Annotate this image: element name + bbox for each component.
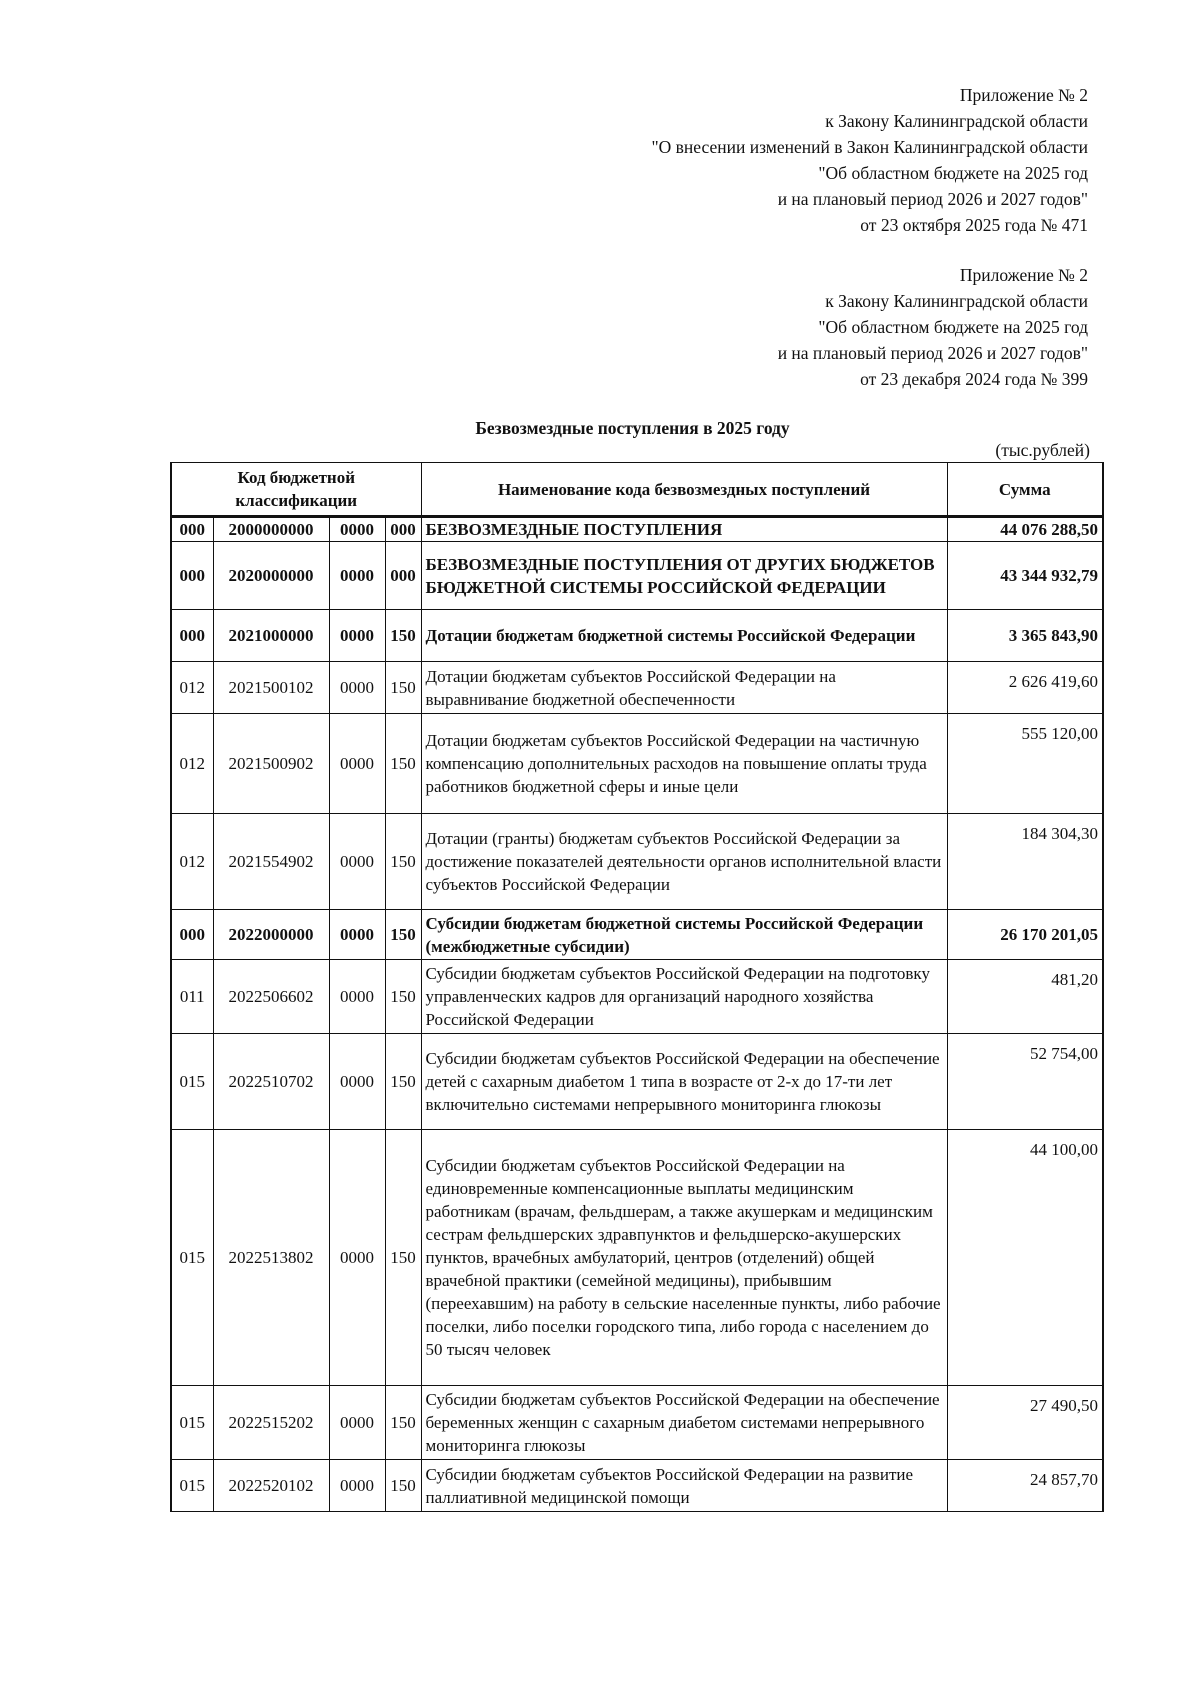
income-name: Субсидии бюджетам субъектов Российской Федерации на обеспечение беременных женщин с сахарным диабетом системами непрерывного мониторинга глюкозы xyxy=(421,1386,947,1460)
code-agency: 012 xyxy=(171,714,213,814)
table-row xyxy=(171,662,1103,714)
code-main: 2022510702 xyxy=(213,1034,329,1130)
header-line: "Об областном бюджете на 2025 год xyxy=(818,163,1088,183)
code-main: 2022520102 xyxy=(213,1460,329,1512)
code-main: 2020000000 xyxy=(213,542,329,610)
code-program: 0000 xyxy=(329,517,385,542)
code-economic: 150 xyxy=(385,662,421,714)
table-row xyxy=(171,1386,1103,1460)
table-row xyxy=(171,542,1103,610)
income-name: Дотации бюджетам бюджетной системы Российской Федерации xyxy=(421,610,947,662)
code-agency: 000 xyxy=(171,517,213,542)
code-main: 2021500102 xyxy=(213,662,329,714)
header-line: "О внесении изменений в Закон Калининградской области xyxy=(651,137,1088,157)
header-code: Код бюджетной классификации xyxy=(171,463,421,517)
table-row xyxy=(171,1460,1103,1512)
code-agency: 015 xyxy=(171,1034,213,1130)
income-sum: 3 365 843,90 xyxy=(947,610,1103,662)
header-line: к Закону Калининградской области xyxy=(825,111,1088,131)
code-economic: 150 xyxy=(385,714,421,814)
code-economic: 150 xyxy=(385,910,421,960)
code-economic: 000 xyxy=(385,517,421,542)
code-agency: 015 xyxy=(171,1386,213,1460)
header-line: Приложение № 2 xyxy=(959,265,1088,285)
code-program: 0000 xyxy=(329,1130,385,1386)
code-program: 0000 xyxy=(329,1386,385,1460)
income-name: БЕЗВОЗМЕЗДНЫЕ ПОСТУПЛЕНИЯ ОТ ДРУГИХ БЮДЖЕТОВ БЮДЖЕТНОЙ СИСТЕМЫ РОССИЙСКОЙ ФЕДЕРАЦИИ xyxy=(421,542,947,610)
code-program: 0000 xyxy=(329,714,385,814)
code-program: 0000 xyxy=(329,910,385,960)
income-name: Дотации бюджетам субъектов Российской Федерации на выравнивание бюджетной обеспеченности xyxy=(421,662,947,714)
code-agency: 015 xyxy=(171,1460,213,1512)
code-economic: 150 xyxy=(385,610,421,662)
table-row xyxy=(171,517,1103,542)
code-agency: 000 xyxy=(171,610,213,662)
header-line: Приложение № 2 xyxy=(959,85,1088,105)
code-program: 0000 xyxy=(329,1460,385,1512)
budget-table xyxy=(170,462,1104,1512)
table-header-row xyxy=(171,463,1103,517)
header-name: Наименование кода безвозмездных поступлений xyxy=(421,463,947,517)
code-main: 2022506602 xyxy=(213,960,329,1034)
income-name: Субсидии бюджетам субъектов Российской Федерации на развитие паллиативной медицинской помощи xyxy=(421,1460,947,1512)
code-main: 2000000000 xyxy=(213,517,329,542)
income-sum: 44 076 288,50 xyxy=(947,517,1103,542)
code-economic: 150 xyxy=(385,814,421,910)
code-economic: 150 xyxy=(385,1460,421,1512)
table-row xyxy=(171,1034,1103,1130)
income-name: Субсидии бюджетам субъектов Российской Федерации на подготовку управленческих кадров для организаций народного хозяйства Российской Федерации xyxy=(421,960,947,1034)
income-name: Субсидии бюджетам субъектов Российской Федерации на единовременные компенсационные выплаты медицинским работникам (врачам, фельдшерам, а также акушеркам и медицинским сестрам фельдшерских здравпунктов и фельдшерско-акушерских пунктов, врачебных амбулаторий, центров (отделений) общей врачебной практики (семейной медицины), прибывшим (переехавшим) на работу в сельские населенные пункты, либо рабочие поселки, либо поселки городского типа, либо города с населением до 50 тысяч человек xyxy=(421,1130,947,1386)
table-row xyxy=(171,960,1103,1034)
code-agency: 012 xyxy=(171,662,213,714)
code-agency: 015 xyxy=(171,1130,213,1386)
code-agency: 000 xyxy=(171,542,213,610)
income-sum: 44 100,00 xyxy=(947,1130,1103,1386)
income-name: Субсидии бюджетам субъектов Российской Федерации на обеспечение детей с сахарным диабетом 1 типа в возрасте от 2-х до 17-ти лет включительно системами непрерывного мониторинга глюкозы xyxy=(421,1034,947,1130)
table-row xyxy=(171,814,1103,910)
income-name: Дотации (гранты) бюджетам субъектов Российской Федерации за достижение показателей деятельности органов исполнительной власти субъектов Российской Федерации xyxy=(421,814,947,910)
units-label: (тыс.рублей) xyxy=(995,440,1090,460)
code-main: 2022000000 xyxy=(213,910,329,960)
code-agency: 011 xyxy=(171,960,213,1034)
code-main: 2022513802 xyxy=(213,1130,329,1386)
income-sum: 26 170 201,05 xyxy=(947,910,1103,960)
table-row xyxy=(171,910,1103,960)
code-economic: 150 xyxy=(385,1034,421,1130)
code-main: 2021000000 xyxy=(213,610,329,662)
header-line: "Об областном бюджете на 2025 год xyxy=(818,317,1088,337)
income-name: Субсидии бюджетам бюджетной системы Российской Федерации (межбюджетные субсидии) xyxy=(421,910,947,960)
income-sum: 24 857,70 xyxy=(947,1460,1103,1512)
document-title: Безвозмездные поступления в 2025 году xyxy=(475,418,790,438)
income-name: Дотации бюджетам субъектов Российской Федерации на частичную компенсацию дополнительных расходов на повышение оплаты труда работников бюджетной сферы и иные цели xyxy=(421,714,947,814)
income-name: БЕЗВОЗМЕЗДНЫЕ ПОСТУПЛЕНИЯ xyxy=(421,517,947,542)
income-sum: 184 304,30 xyxy=(947,814,1103,910)
income-sum: 52 754,00 xyxy=(947,1034,1103,1130)
code-main: 2021500902 xyxy=(213,714,329,814)
code-program: 0000 xyxy=(329,662,385,714)
header-line: и на плановый период 2026 и 2027 годов" xyxy=(777,343,1088,363)
header-line: от 23 декабря 2024 года № 399 xyxy=(860,369,1088,389)
header-line: к Закону Калининградской области xyxy=(825,291,1088,311)
code-agency: 000 xyxy=(171,910,213,960)
code-program: 0000 xyxy=(329,1034,385,1130)
code-program: 0000 xyxy=(329,960,385,1034)
header-sum: Сумма xyxy=(947,463,1103,517)
code-economic: 150 xyxy=(385,1130,421,1386)
income-sum: 555 120,00 xyxy=(947,714,1103,814)
table-row xyxy=(171,610,1103,662)
code-economic: 150 xyxy=(385,960,421,1034)
income-sum: 481,20 xyxy=(947,960,1103,1034)
code-program: 0000 xyxy=(329,814,385,910)
code-program: 0000 xyxy=(329,542,385,610)
code-main: 2022515202 xyxy=(213,1386,329,1460)
code-economic: 150 xyxy=(385,1386,421,1460)
table-row xyxy=(171,1130,1103,1386)
income-sum: 27 490,50 xyxy=(947,1386,1103,1460)
header-line: и на плановый период 2026 и 2027 годов" xyxy=(777,189,1088,209)
header-original-law xyxy=(778,262,1088,392)
code-program: 0000 xyxy=(329,610,385,662)
code-main: 2021554902 xyxy=(213,814,329,910)
table-row xyxy=(171,714,1103,814)
header-line: от 23 октября 2025 года № 471 xyxy=(860,215,1088,235)
code-agency: 012 xyxy=(171,814,213,910)
header-current-amendment xyxy=(652,82,1088,238)
code-economic: 000 xyxy=(385,542,421,610)
income-sum: 2 626 419,60 xyxy=(947,662,1103,714)
income-sum: 43 344 932,79 xyxy=(947,542,1103,610)
